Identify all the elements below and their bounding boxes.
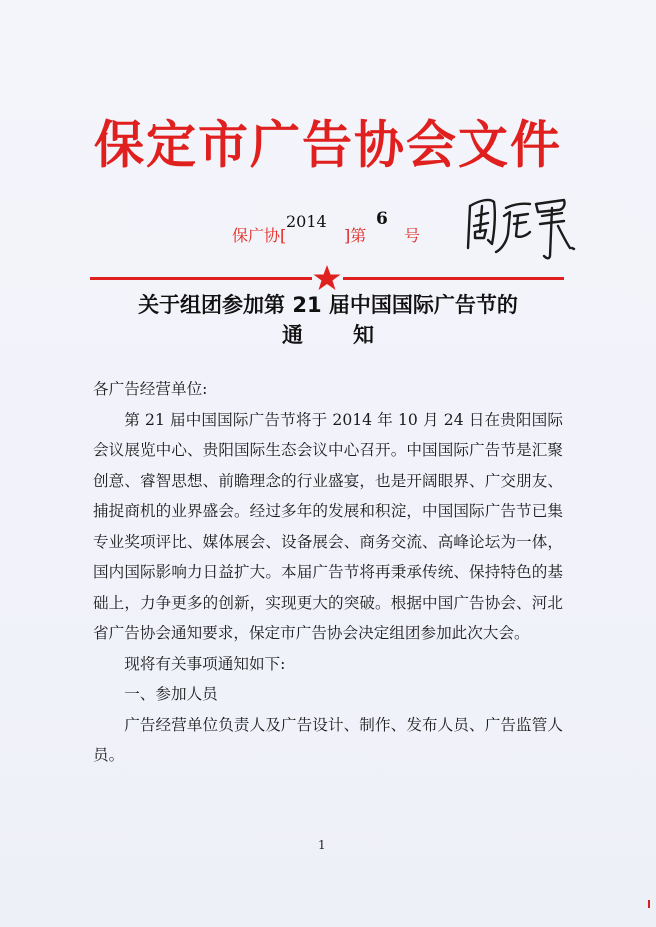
page-number: 1 <box>318 838 326 852</box>
notice-title-line2: 通知 <box>282 323 424 347</box>
section-heading-participants: 一、参加人员 <box>124 685 218 703</box>
org-title: 保定市广告协会文件 <box>94 114 562 175</box>
doc-number-year: 2014 <box>286 212 327 231</box>
red-divider-with-star <box>0 263 656 293</box>
paragraph-intro: 第 21 届中国国际广告节将于 2014 年 10 月 24 日在贵阳国际会议展览中心、贵阳国际生态会议中心召开。中国国际广告节是汇聚创意、睿智思想、前瞻理念的行业盛宴，也是开阔眼界、广交朋友、捕捉商机的业界盛会。经过多年的发展和积淀，中国国际广告节已集专业奖项评比、媒体展会、设备展会、商务交流、高峰论坛为一体，国内国际影响力日益扩大。本届广告节将再秉承传统、保持特色的基础上，力争更多的创新，实现更大的突破。根据中国广告协会、河北省广告协会通知要求，保定市广告协会决定组团参加此次大会。 <box>93 410 563 642</box>
salutation: 各广告经营单位: <box>93 380 208 398</box>
doc-number-suffix: 号 <box>404 226 421 245</box>
paragraph-notice-items: 现将有关事项通知如下: <box>124 654 286 673</box>
section-text-participants: 广告经营单位负责人及广告设计、制作、发布人员、广告监管人员。 <box>93 715 563 764</box>
notice-title-line1: 关于组团参加第 21 届中国国际广告节的 <box>138 293 518 317</box>
doc-number-middle: ]第 <box>344 226 367 245</box>
notice-title <box>0 290 656 350</box>
doc-number-prefix: 保广协[ <box>232 226 287 245</box>
handwritten-signature <box>458 186 586 268</box>
edge-mark <box>648 900 650 908</box>
notice-body <box>93 374 563 771</box>
doc-number-value: 6 <box>376 209 388 229</box>
